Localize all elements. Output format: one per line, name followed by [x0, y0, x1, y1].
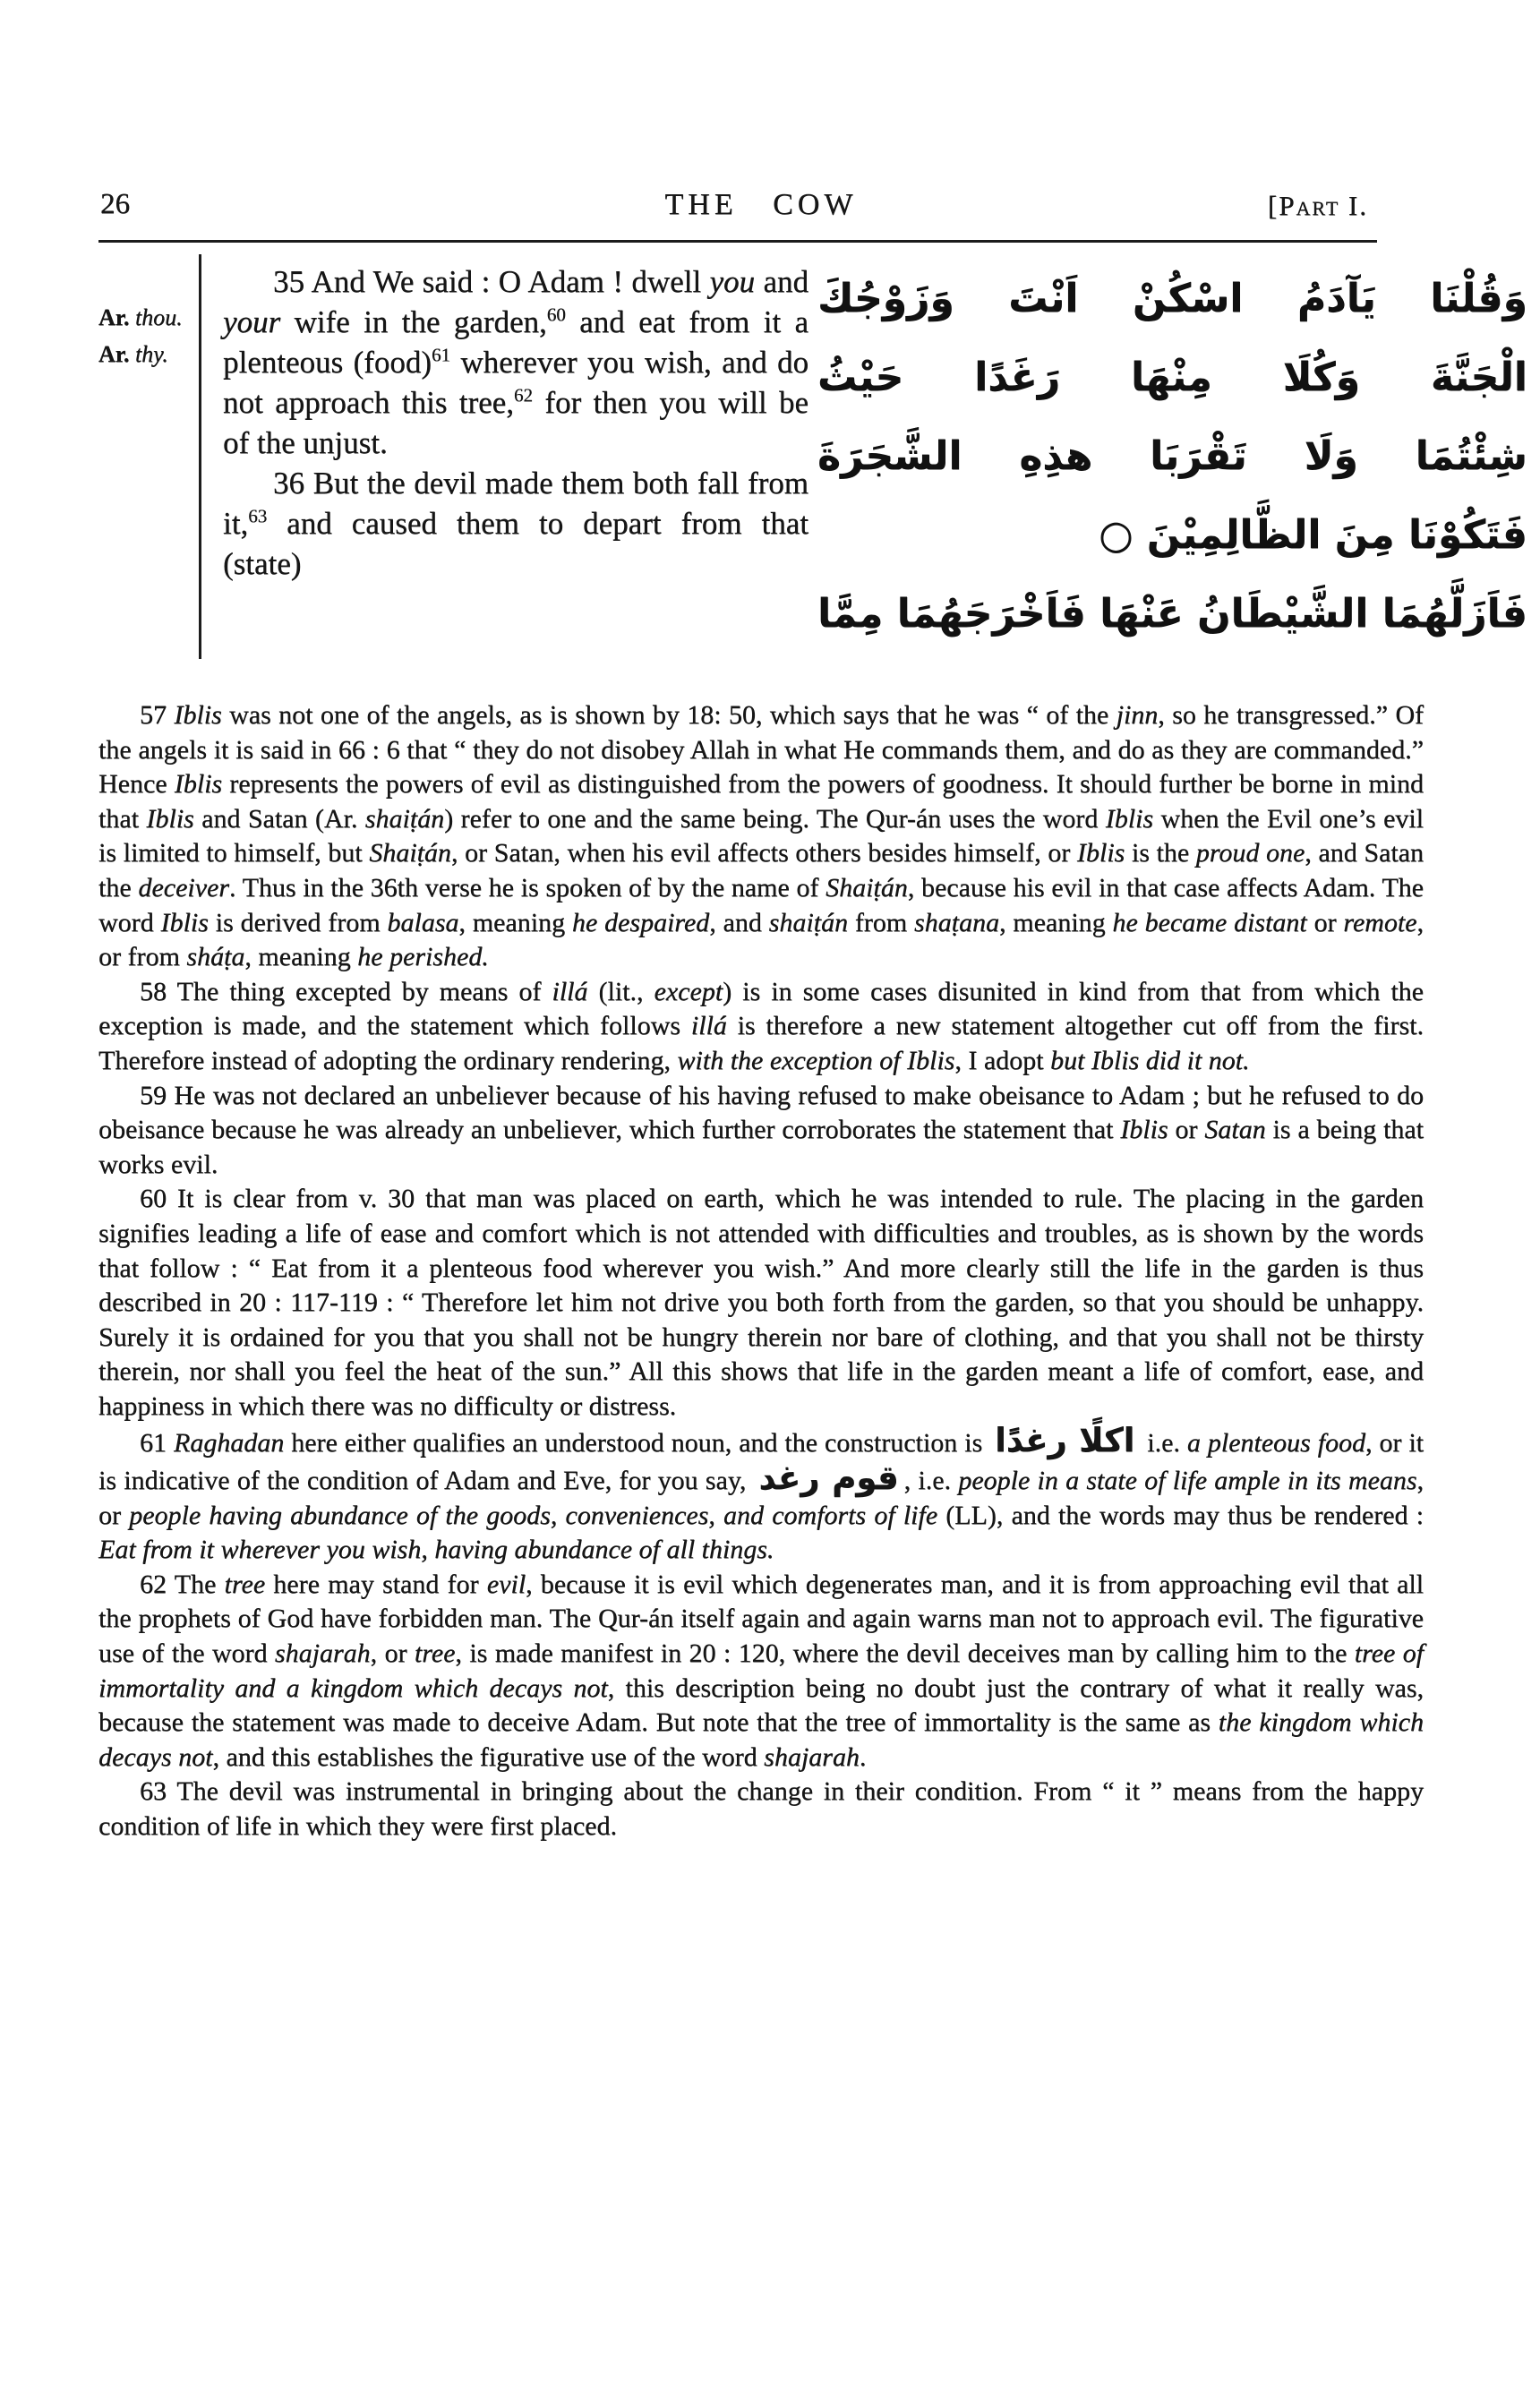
- text-run: 35 And We said : O Adam ! dwell: [273, 264, 710, 299]
- text-run: , this description being no doubt just the contrary of what it really was, because the statement was made to deceive Adam. But note that the tree of immortality is the same as: [98, 1673, 1424, 1738]
- text-run: , meaning: [998, 907, 1113, 937]
- text-run: 59 He was not declared an unbeliever because of his having refused to make obeisance to Adam ; but he refused to do obeisance because he was already an unbeliever, which further corroborates the statement that: [98, 1080, 1424, 1145]
- page-number: 26: [100, 188, 130, 220]
- italic-term: a plenteous food: [1186, 1428, 1365, 1459]
- text-run: here either qualifies an understood noun, and the construction is: [284, 1428, 990, 1459]
- text-run: , or: [370, 1638, 415, 1669]
- italic-term: Iblis: [174, 700, 222, 730]
- text-run: 57: [140, 700, 175, 730]
- italic-term: except: [654, 976, 723, 1006]
- text-run: , or: [98, 1466, 1424, 1530]
- italic-term: Eat from it wherever you wish, having abundance of all things.: [98, 1535, 774, 1565]
- verse-section: [98, 254, 1527, 659]
- italic-term: Raghadan: [173, 1428, 285, 1459]
- italic-term: jinn: [1116, 700, 1159, 730]
- part-label: [Part I.: [1267, 190, 1368, 221]
- italic-term: but Iblis did it not.: [1050, 1045, 1250, 1075]
- footnote-ref: 63: [248, 505, 268, 527]
- text-run: and eat from it a plenteous (food): [223, 304, 808, 380]
- arabic-line-3: شِئْتُمَا وَلَا تَقْرَبَا هذِهِ الشَّجَرَةَ: [817, 433, 1527, 479]
- arabic-verse-column: [817, 254, 1527, 659]
- italic-term: your: [223, 304, 281, 339]
- italic-term: Shaiṭán: [369, 838, 451, 868]
- footnote-ref: 62: [513, 384, 533, 406]
- verse-35: [223, 261, 808, 463]
- arabic-inline-phrase: قوم رغد: [758, 1459, 899, 1498]
- arabic-inline-phrase: اكلًا رغدًا: [995, 1421, 1135, 1460]
- italic-term: illá: [552, 976, 588, 1006]
- italic-term: tree of immortality and a kingdom which decays not: [98, 1638, 1424, 1703]
- italic-term: Iblis: [1105, 803, 1154, 834]
- text-run: ) is in some cases disunited in kind from that from which the exception is made, and the statement which follows: [98, 976, 1424, 1041]
- italic-term: Iblis: [160, 907, 209, 937]
- text-run: wherever you wish, and do not approach this tree,: [223, 345, 808, 420]
- text-run: , is made manifest in 20 : 120, where the devil deceives man by calling him to the: [455, 1638, 1355, 1669]
- text-run: , and: [709, 907, 769, 937]
- text-run: was not one of the angels, as is shown by 18: 50, which says that he was “ of the: [221, 700, 1116, 730]
- arabic-line-5: فَاَزَلَّهُمَا الشَّيْطَانُ عَنْهَا فَاَخْرَجَهُمَا مِمَّا: [817, 591, 1527, 637]
- italic-term: tree: [414, 1638, 456, 1669]
- text-run: is a being that works evil.: [98, 1115, 1424, 1179]
- italic-term: shajarah: [764, 1741, 860, 1772]
- text-run: , I adopt: [954, 1045, 1050, 1075]
- italic-term: the kingdom which decays not: [98, 1707, 1424, 1772]
- italic-term: you: [709, 264, 756, 299]
- footnote-ref: 61: [431, 344, 450, 366]
- text-run: wife in the garden,: [280, 304, 547, 339]
- text-run: 58 The thing excepted by means of: [140, 976, 552, 1006]
- italic-term: with the exception of Iblis: [677, 1045, 955, 1075]
- italic-term: deceiver: [138, 872, 229, 903]
- italic-term: tree: [224, 1569, 266, 1599]
- text-run: , or Satan, when his evil affects others besides himself, or: [450, 838, 1077, 868]
- text-run: , because it is evil which degenerates man, and it is from approaching evil that all the prophets of God have forbidden man. The Qur-án itself again and again warns man not to approach evil. The figurative use of the word: [98, 1569, 1424, 1669]
- text-run: here may stand for: [265, 1569, 487, 1599]
- italic-term: he perished.: [357, 942, 489, 972]
- italic-term: evil: [486, 1569, 526, 1599]
- footnote-61: [98, 1421, 1424, 1567]
- text-run: , meaning: [458, 907, 572, 937]
- verse-36: [223, 463, 808, 584]
- text-run: , meaning: [244, 942, 358, 972]
- italic-term: Satan: [1204, 1115, 1266, 1145]
- text-run: , so he transgressed.” Of the angels it is said in 66 : 6 that “ they do not disobey Allah in what He commands them, and do as they are commanded.” Hence: [98, 700, 1424, 800]
- arabic-line-4: فَتَكُوْنَا مِنَ الظَّالِمِيْنَ ○: [1099, 512, 1527, 558]
- english-verse-column: [201, 254, 817, 659]
- italic-term: he became distant: [1112, 907, 1307, 937]
- text-run: , because his evil in that case affects Adam. The word: [98, 872, 1424, 937]
- italic-term: thou.: [129, 304, 183, 330]
- italic-term: Iblis: [1120, 1115, 1168, 1145]
- text-run: from: [848, 907, 914, 937]
- italic-term: Iblis: [174, 769, 223, 800]
- arabic-line-2: الْجَنَّةَ وَكُلَا مِنْهَا رَغَدًا حَيْثُ: [817, 355, 1527, 400]
- text-run: 62 The: [140, 1569, 225, 1599]
- text-run: is derived from: [208, 907, 388, 937]
- text-run: ) refer to one and the same being. The Qur-án uses the word: [444, 803, 1106, 834]
- footnote-59: [98, 1079, 1424, 1183]
- bold-term: Ar.: [98, 341, 130, 367]
- footnote-57: [98, 698, 1424, 975]
- margin-note-thou: [98, 299, 199, 336]
- text-run: and: [755, 264, 808, 299]
- text-run: represents the powers of evil as distinguished from the powers of goodness. It should further be borne in mind that: [98, 769, 1424, 834]
- text-run: 60 It is clear from v. 30 that man was placed on earth, which he was intended to rule. The placing in the garden signifies leading a life of ease and comfort which is not attended with difficulties and troubles, as is shown by the words that follow : “ Eat from it a plenteous food wherever you wish.” And more clearly still the life in the garden is thus described in 20 : 117-119 : “ Therefore let him not drive you both forth from the garden, so that you should be unhappy. Surely it is ordained for you that you shall not be hungry therein nor bare of clothing, and that you shall not be thirsty therein, nor shall you feel the heat of the sun.” All this shows that life in the garden meant a life of comfort, ease, and happiness in which there was no difficulty or distress.: [98, 1184, 1424, 1421]
- italic-term: sháṭa: [186, 942, 245, 972]
- text-run: or: [1306, 907, 1344, 937]
- text-run: . Thus in the 36th verse he is spoken of by the name of: [228, 872, 826, 903]
- margin-note-thy: [98, 336, 199, 372]
- italic-term: Shaiṭán: [826, 872, 908, 903]
- text-run: is therefore a new statement altogether cut off from the first. Therefore instead of adopting the ordinary rendering,: [98, 1011, 1424, 1075]
- text-run: , or it is indicative of the condition of Adam and Eve, for you say,: [98, 1428, 1424, 1496]
- italic-term: people in a state of life ample in its means: [958, 1466, 1417, 1496]
- text-run: when the Evil one’s evil is limited to himself, but: [98, 803, 1424, 868]
- text-run: (lit.,: [587, 976, 654, 1006]
- bold-term: Ar.: [98, 304, 130, 330]
- page-title: THE COW: [664, 188, 858, 221]
- footnote-60: [98, 1182, 1424, 1424]
- text-run: .: [859, 1741, 867, 1772]
- footnote-62: [98, 1568, 1424, 1775]
- italic-term: proud one: [1195, 838, 1305, 868]
- italic-term: Iblis: [146, 803, 194, 834]
- running-head: [98, 188, 1424, 227]
- footnote-58: [98, 975, 1424, 1079]
- margin-notes: [98, 254, 199, 659]
- footnotes-section: [98, 698, 1424, 1844]
- italic-term: illá: [690, 1011, 727, 1041]
- text-run: and Satan (Ar.: [193, 803, 365, 834]
- italic-term: remote: [1343, 907, 1417, 937]
- text-run: 63 The devil was instrumental in bringing about the change in their condition. From “ it ” means from the happy condition of life in which they were first placed.: [98, 1776, 1424, 1841]
- italic-term: he despaired: [571, 907, 710, 937]
- text-run: , and this establishes the figurative use of the word: [212, 1741, 765, 1772]
- italic-term: shaiṭán: [768, 907, 848, 937]
- italic-term: shajarah: [274, 1638, 371, 1669]
- text-run: and caused them to depart from that (state): [223, 506, 808, 581]
- text-run: 36 But the devil made them both fall from it,: [223, 466, 808, 541]
- text-run: 61: [140, 1428, 174, 1459]
- text-run: for then you will be of the unjust.: [223, 385, 808, 460]
- header-divider: [98, 240, 1377, 243]
- arabic-line-1: وَقُلْنَا يَآدَمُ اسْكُنْ اَنْتَ وَزَوْجُكَ: [817, 276, 1527, 321]
- footnote-63: [98, 1775, 1424, 1844]
- text-run: , i.e.: [903, 1466, 959, 1496]
- footnote-ref: 60: [546, 304, 566, 326]
- italic-term: balasa: [387, 907, 459, 937]
- text-run: , and Satan the: [98, 838, 1424, 903]
- italic-term: shaiṭán: [364, 803, 445, 834]
- italic-term: Iblis: [1076, 838, 1125, 868]
- text-run: or: [1168, 1115, 1205, 1145]
- text-run: is the: [1125, 838, 1196, 868]
- text-run: i.e.: [1140, 1428, 1187, 1459]
- text-run: , or from: [98, 907, 1424, 972]
- text-run: (LL), and the words may thus be rendered :: [937, 1500, 1424, 1530]
- italic-term: thy.: [129, 341, 168, 367]
- italic-term: shaṭana: [913, 907, 999, 937]
- italic-term: people having abundance of the goods, conveniences, and comforts of life: [129, 1500, 938, 1530]
